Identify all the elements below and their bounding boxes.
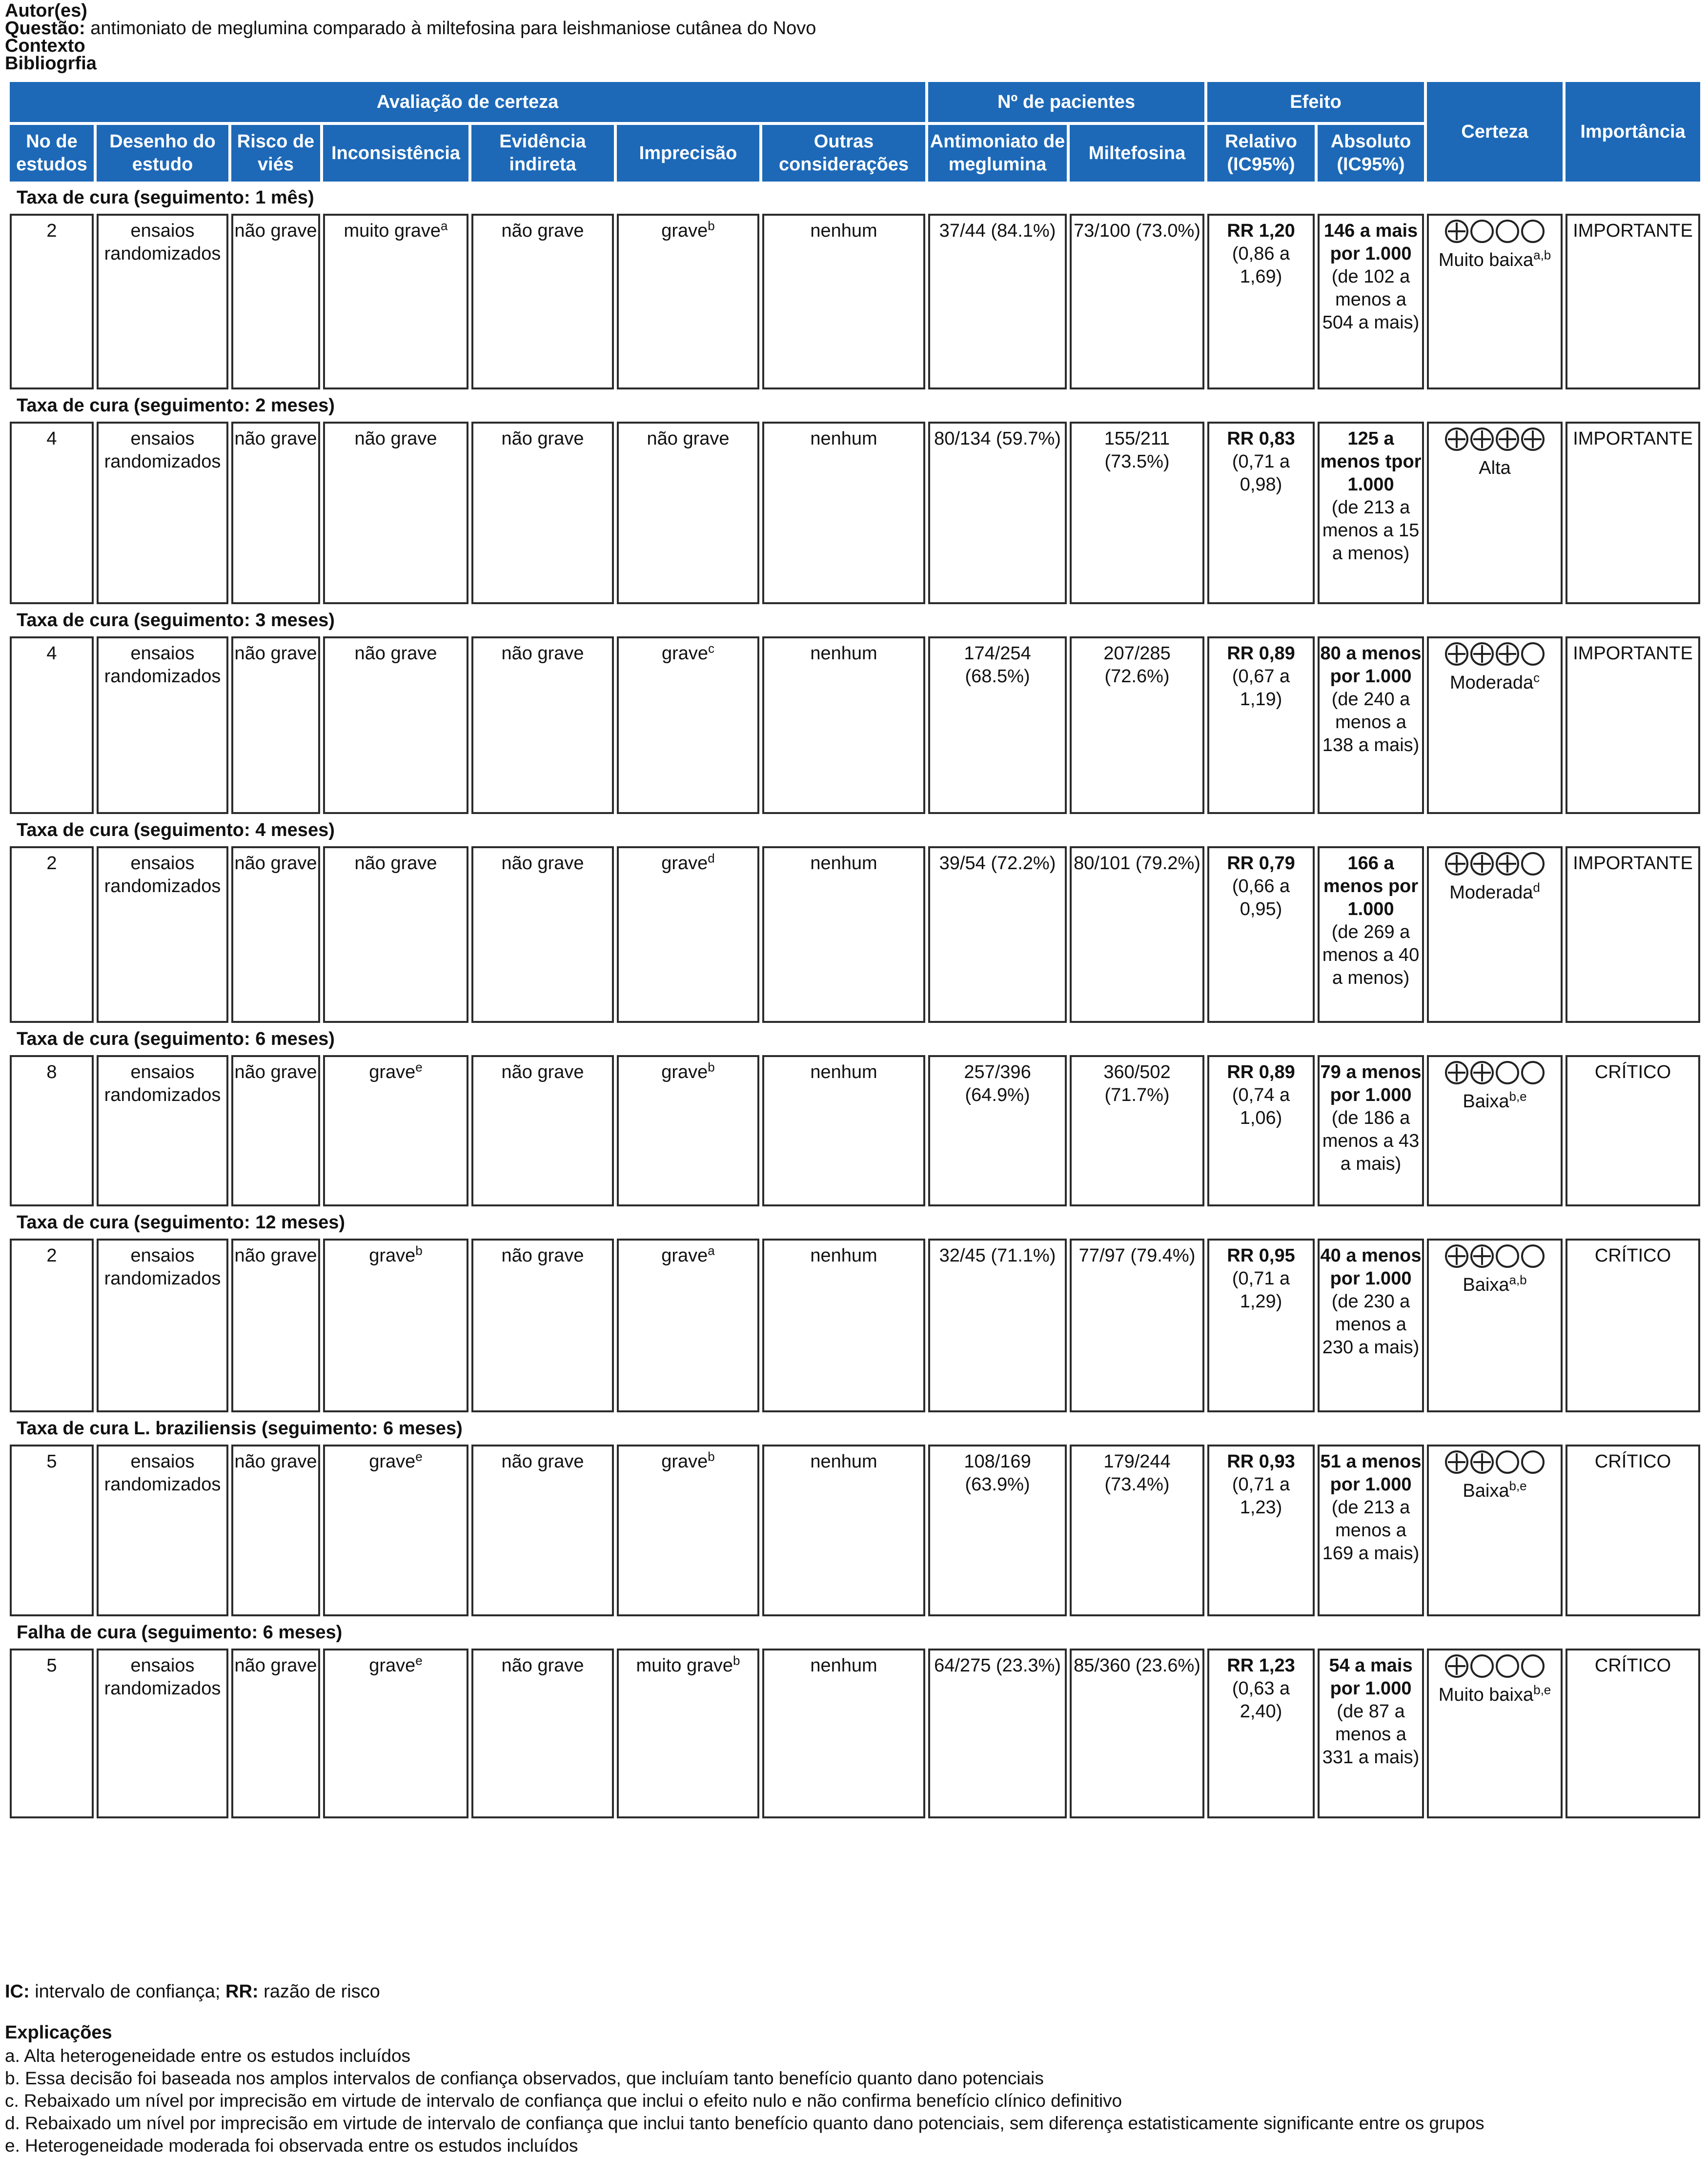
header-imprecision: Imprecisão	[617, 125, 759, 182]
inconsistency-cell: muito grave$^a$	[323, 214, 468, 389]
antimoniate-cell: 257/396 (64.9%)	[928, 1055, 1067, 1206]
inconsistency-cell: não grave	[323, 422, 468, 604]
certainty-empty-icon	[1496, 1244, 1519, 1268]
outcome-title: Taxa de cura (seguimento: 2 meses)	[17, 395, 335, 416]
explanation-c: c. Rebaixado um nível por imprecisão em virtude de intervalo de confiança que inclui o efeito nulo e não confirma benefício clínico definitivo	[5, 2091, 1122, 2111]
header-indirect: Evidência indireta	[471, 125, 614, 182]
header-effect: Efeito	[1207, 82, 1424, 122]
header-absolute: Absoluto (IC95%)	[1318, 125, 1424, 182]
absolute-cell: 80 a menos por 1.000 (de 240 a menos a 138 a mais)	[1318, 636, 1424, 814]
other-cell: nenhum	[762, 422, 925, 604]
imprecision-cell: grave$^a$	[617, 1239, 759, 1412]
footnote-marker: b,e	[1509, 1089, 1527, 1104]
risk-cell: não grave	[231, 1445, 320, 1616]
header-certainty: Certeza	[1427, 82, 1563, 182]
absolute-cell: 125 a menos tpor 1.000 (de 213 a menos a 15 a menos)	[1318, 422, 1424, 604]
antimoniate-cell: 39/54 (72.2%)	[928, 846, 1067, 1023]
footnote-marker: a,b	[1533, 247, 1551, 263]
n-studies-cell: 5	[10, 1445, 94, 1616]
certainty-plus-icon	[1445, 852, 1468, 876]
relative-cell: RR 0,93 (0,71 a 1,23)	[1207, 1445, 1315, 1616]
design-cell: ensaios randomizados	[97, 1649, 228, 1818]
design-cell: ensaios randomizados	[97, 214, 228, 389]
risk-cell: não grave	[231, 214, 320, 389]
footnote-marker: a	[708, 1243, 715, 1258]
relative-cell: RR 0,83 (0,71 a 0,98)	[1207, 422, 1315, 604]
certainty-plus-icon	[1496, 642, 1519, 666]
header-importance: Importância	[1566, 82, 1700, 182]
footnote-marker: b,e	[1533, 1682, 1551, 1697]
certainty-empty-icon	[1521, 1654, 1545, 1678]
design-cell: ensaios randomizados	[97, 1239, 228, 1412]
risk-cell: não grave	[231, 1649, 320, 1818]
footnote-marker: b	[708, 218, 715, 233]
importance-cell: CRÍTICO	[1566, 1055, 1700, 1206]
table-row	[10, 1239, 1700, 1412]
footnote-marker: b,e	[1509, 1478, 1527, 1493]
indirect-cell: não grave	[471, 214, 614, 389]
certainty-rating	[1445, 852, 1545, 876]
certainty-cell: Baixa$^{b,e}$	[1427, 1445, 1563, 1616]
design-cell: ensaios randomizados	[97, 846, 228, 1023]
imprecision-cell: grave$^b$	[617, 1445, 759, 1616]
imprecision-cell: não grave	[617, 422, 759, 604]
explanation-a: a. Alta heterogeneidade entre os estudos incluídos	[5, 2046, 411, 2066]
other-cell: nenhum	[762, 214, 925, 389]
footnote-marker: b	[708, 1059, 715, 1075]
miltefosine-cell: 77/97 (79.4%)	[1070, 1239, 1204, 1412]
certainty-plus-icon	[1470, 642, 1494, 666]
header-n-studies: No de estudos	[10, 125, 94, 182]
certainty-plus-icon	[1445, 642, 1468, 666]
bibliography-label: Bibliogrfia	[5, 53, 97, 74]
inconsistency-cell: grave$^e$	[323, 1445, 468, 1616]
imprecision-cell: grave$^b$	[617, 214, 759, 389]
inconsistency-cell: não grave	[323, 846, 468, 1023]
context-label: Contexto	[5, 36, 85, 56]
miltefosine-cell: 155/211 (73.5%)	[1070, 422, 1204, 604]
certainty-empty-icon	[1470, 1654, 1494, 1678]
footnote-marker: b	[708, 1449, 715, 1464]
miltefosine-cell: 360/502 (71.7%)	[1070, 1055, 1204, 1206]
header-certainty-assessment: Avaliação de certeza	[10, 82, 925, 122]
footnote-marker: e	[415, 1059, 423, 1075]
certainty-plus-icon	[1445, 1244, 1468, 1268]
relative-cell: RR 0,89 (0,74 a 1,06)	[1207, 1055, 1315, 1206]
certainty-plus-icon	[1470, 428, 1494, 451]
relative-cell: RR 0,89 (0,67 a 1,19)	[1207, 636, 1315, 814]
antimoniate-cell: 80/134 (59.7%)	[928, 422, 1067, 604]
other-cell: nenhum	[762, 1649, 925, 1818]
design-cell: ensaios randomizados	[97, 1055, 228, 1206]
other-cell: nenhum	[762, 636, 925, 814]
certainty-plus-icon	[1445, 220, 1468, 243]
other-cell: nenhum	[762, 1445, 925, 1616]
inconsistency-cell: grave$^b$	[323, 1239, 468, 1412]
n-studies-cell: 4	[10, 422, 94, 604]
outcome-title: Taxa de cura (seguimento: 1 mês)	[17, 187, 314, 208]
absolute-cell: 40 a menos por 1.000 (de 230 a menos a 230 a mais)	[1318, 1239, 1424, 1412]
header-design: Desenho do estudo	[97, 125, 228, 182]
certainty-plus-icon	[1470, 1450, 1494, 1474]
explanations-title: Explicações	[5, 2022, 112, 2043]
table-row	[10, 636, 1700, 814]
footnote-marker: d	[1533, 880, 1540, 895]
indirect-cell: não grave	[471, 1055, 614, 1206]
certainty-plus-icon	[1470, 1061, 1494, 1084]
outcome-title: Taxa de cura (seguimento: 4 meses)	[17, 819, 335, 840]
certainty-empty-icon	[1521, 1061, 1545, 1084]
certainty-plus-icon	[1445, 1654, 1468, 1678]
n-studies-cell: 2	[10, 214, 94, 389]
outcome-title: Taxa de cura (seguimento: 12 meses)	[17, 1212, 345, 1233]
indirect-cell: não grave	[471, 1239, 614, 1412]
miltefosine-cell: 80/101 (79.2%)	[1070, 846, 1204, 1023]
header-relative: Relativo (IC95%)	[1207, 125, 1315, 182]
certainty-empty-icon	[1496, 1061, 1519, 1084]
imprecision-cell: grave$^b$	[617, 1055, 759, 1206]
explanation-e: e. Heterogeneidade moderada foi observada entre os estudos incluídos	[5, 2136, 578, 2156]
certainty-plus-icon	[1521, 428, 1545, 451]
table-row	[10, 1649, 1700, 1818]
n-studies-cell: 4	[10, 636, 94, 814]
question-text: antimoniato de meglumina comparado à miltefosina para leishmaniose cutânea do Novo	[90, 18, 816, 39]
abbreviations: IC: intervalo de confiança; RR: razão de risco	[5, 1981, 380, 2002]
certainty-rating	[1445, 1061, 1545, 1084]
certainty-plus-icon	[1445, 428, 1468, 451]
certainty-rating	[1445, 1244, 1545, 1268]
importance-cell: CRÍTICO	[1566, 1649, 1700, 1818]
absolute-cell: 166 a menos por 1.000 (de 269 a menos a 40 a menos)	[1318, 846, 1424, 1023]
certainty-plus-icon	[1445, 1061, 1468, 1084]
footnote-marker: b	[733, 1653, 740, 1668]
explanation-b: b. Essa decisão foi baseada nos amplos intervalos de confiança observados, que incluíam tanto benefício quanto dano potenciais	[5, 2068, 1044, 2088]
certainty-rating	[1445, 1450, 1545, 1474]
certainty-empty-icon	[1521, 852, 1545, 876]
other-cell: nenhum	[762, 846, 925, 1023]
certainty-rating	[1445, 428, 1545, 451]
miltefosine-cell: 207/285 (72.6%)	[1070, 636, 1204, 814]
footnote-marker: a	[441, 218, 448, 233]
miltefosine-cell: 179/244 (73.4%)	[1070, 1445, 1204, 1616]
absolute-cell: 51 a menos por 1.000 (de 213 a menos a 169 a mais)	[1318, 1445, 1424, 1616]
table-row	[10, 422, 1700, 604]
outcome-title: Taxa de cura (seguimento: 3 meses)	[17, 610, 335, 631]
outcome-title: Taxa de cura (seguimento: 6 meses)	[17, 1028, 335, 1049]
header-patients: Nº de pacientes	[928, 82, 1204, 122]
outcome-title: Falha de cura (seguimento: 6 meses)	[17, 1622, 343, 1643]
risk-cell: não grave	[231, 636, 320, 814]
certainty-plus-icon	[1470, 852, 1494, 876]
n-studies-cell: 2	[10, 846, 94, 1023]
imprecision-cell: grave$^d$	[617, 846, 759, 1023]
imprecision-cell: grave$^c$	[617, 636, 759, 814]
antimoniate-cell: 32/45 (71.1%)	[928, 1239, 1067, 1412]
table-row	[10, 846, 1700, 1023]
miltefosine-cell: 73/100 (73.0%)	[1070, 214, 1204, 389]
footnote-marker: e	[415, 1653, 423, 1668]
table-row	[10, 1055, 1700, 1206]
risk-cell: não grave	[231, 1239, 320, 1412]
certainty-cell: Muito baixa$^{b,e}$	[1427, 1649, 1563, 1818]
footnote-marker: c	[1533, 670, 1540, 685]
importance-cell: IMPORTANTE	[1566, 214, 1700, 389]
footnote-marker: a,b	[1509, 1272, 1527, 1287]
outcome-title: Taxa de cura L. braziliensis (seguimento: 6 meses)	[17, 1418, 463, 1439]
other-cell: nenhum	[762, 1055, 925, 1206]
other-cell: nenhum	[762, 1239, 925, 1412]
certainty-empty-icon	[1521, 1450, 1545, 1474]
antimoniate-cell: 37/44 (84.1%)	[928, 214, 1067, 389]
certainty-cell: Muito baixa$^{a,b}$	[1427, 214, 1563, 389]
indirect-cell: não grave	[471, 1445, 614, 1616]
n-studies-cell: 8	[10, 1055, 94, 1206]
header-miltefosine: Miltefosina	[1070, 125, 1204, 182]
certainty-empty-icon	[1496, 1450, 1519, 1474]
table-row	[10, 1445, 1700, 1616]
relative-cell: RR 0,95 (0,71 a 1,29)	[1207, 1239, 1315, 1412]
importance-cell: IMPORTANTE	[1566, 846, 1700, 1023]
absolute-cell: 54 a mais por 1.000 (de 87 a menos a 331 a mais)	[1318, 1649, 1424, 1818]
certainty-empty-icon	[1521, 642, 1545, 666]
n-studies-cell: 5	[10, 1649, 94, 1818]
inconsistency-cell: grave$^e$	[323, 1055, 468, 1206]
certainty-plus-icon	[1496, 428, 1519, 451]
grade-evidence-table	[7, 79, 1703, 1821]
certainty-empty-icon	[1521, 1244, 1545, 1268]
header-risk-bias: Risco de viés	[231, 125, 320, 182]
risk-cell: não grave	[231, 422, 320, 604]
question-line: Questão: antimoniato de meglumina comparado à miltefosina para leishmaniose cutânea do Novo	[5, 18, 816, 39]
antimoniate-cell: 174/254 (68.5%)	[928, 636, 1067, 814]
certainty-cell: Moderada$^d$	[1427, 846, 1563, 1023]
indirect-cell: não grave	[471, 1649, 614, 1818]
indirect-cell: não grave	[471, 846, 614, 1023]
header-other: Outras considerações	[762, 125, 925, 182]
certainty-plus-icon	[1445, 1450, 1468, 1474]
certainty-rating	[1445, 1654, 1545, 1678]
certainty-cell: Alta	[1427, 422, 1563, 604]
certainty-plus-icon	[1470, 1244, 1494, 1268]
header-antimoniate: Antimoniato de meglumina	[928, 125, 1067, 182]
importance-cell: CRÍTICO	[1566, 1445, 1700, 1616]
certainty-cell: Moderada$^c$	[1427, 636, 1563, 814]
header-inconsistency: Inconsistência	[323, 125, 468, 182]
explanation-d: d. Rebaixado um nível por imprecisão em virtude de intervalo de confiança que inclui tanto benefício quanto dano potenciais, sem diferença estatisticamente significante entre os grupos	[5, 2113, 1484, 2133]
design-cell: ensaios randomizados	[97, 422, 228, 604]
table-row	[10, 214, 1700, 389]
certainty-empty-icon	[1496, 220, 1519, 243]
certainty-empty-icon	[1470, 220, 1494, 243]
footnote-marker: b	[415, 1243, 423, 1258]
absolute-cell: 79 a menos por 1.000 (de 186 a menos a 43 a mais)	[1318, 1055, 1424, 1206]
absolute-cell: 146 a mais por 1.000 (de 102 a menos a 504 a mais)	[1318, 214, 1424, 389]
certainty-empty-icon	[1496, 1654, 1519, 1678]
certainty-plus-icon	[1496, 852, 1519, 876]
certainty-rating	[1445, 220, 1545, 243]
certainty-cell: Baixa$^{a,b}$	[1427, 1239, 1563, 1412]
importance-cell: CRÍTICO	[1566, 1239, 1700, 1412]
explanations-list	[5, 2045, 1484, 2157]
certainty-cell: Baixa$^{b,e}$	[1427, 1055, 1563, 1206]
relative-cell: RR 1,23 (0,63 a 2,40)	[1207, 1649, 1315, 1818]
authors-label: Autor(es)	[5, 0, 87, 21]
certainty-rating	[1445, 642, 1545, 666]
inconsistency-cell: não grave	[323, 636, 468, 814]
antimoniate-cell: 64/275 (23.3%)	[928, 1649, 1067, 1818]
outcome-body	[10, 184, 1700, 1818]
n-studies-cell: 2	[10, 1239, 94, 1412]
design-cell: ensaios randomizados	[97, 1445, 228, 1616]
footnote-marker: d	[708, 851, 715, 866]
inconsistency-cell: grave$^e$	[323, 1649, 468, 1818]
importance-cell: IMPORTANTE	[1566, 636, 1700, 814]
relative-cell: RR 0,79 (0,66 a 0,95)	[1207, 846, 1315, 1023]
certainty-empty-icon	[1521, 220, 1545, 243]
importance-cell: IMPORTANTE	[1566, 422, 1700, 604]
footnote-marker: c	[708, 641, 715, 656]
miltefosine-cell: 85/360 (23.6%)	[1070, 1649, 1204, 1818]
indirect-cell: não grave	[471, 636, 614, 814]
indirect-cell: não grave	[471, 422, 614, 604]
footnote-marker: e	[415, 1449, 423, 1464]
imprecision-cell: muito grave$^b$	[617, 1649, 759, 1818]
risk-cell: não grave	[231, 846, 320, 1023]
design-cell: ensaios randomizados	[97, 636, 228, 814]
antimoniate-cell: 108/169 (63.9%)	[928, 1445, 1067, 1616]
risk-cell: não grave	[231, 1055, 320, 1206]
relative-cell: RR 1,20 (0,86 a 1,69)	[1207, 214, 1315, 389]
